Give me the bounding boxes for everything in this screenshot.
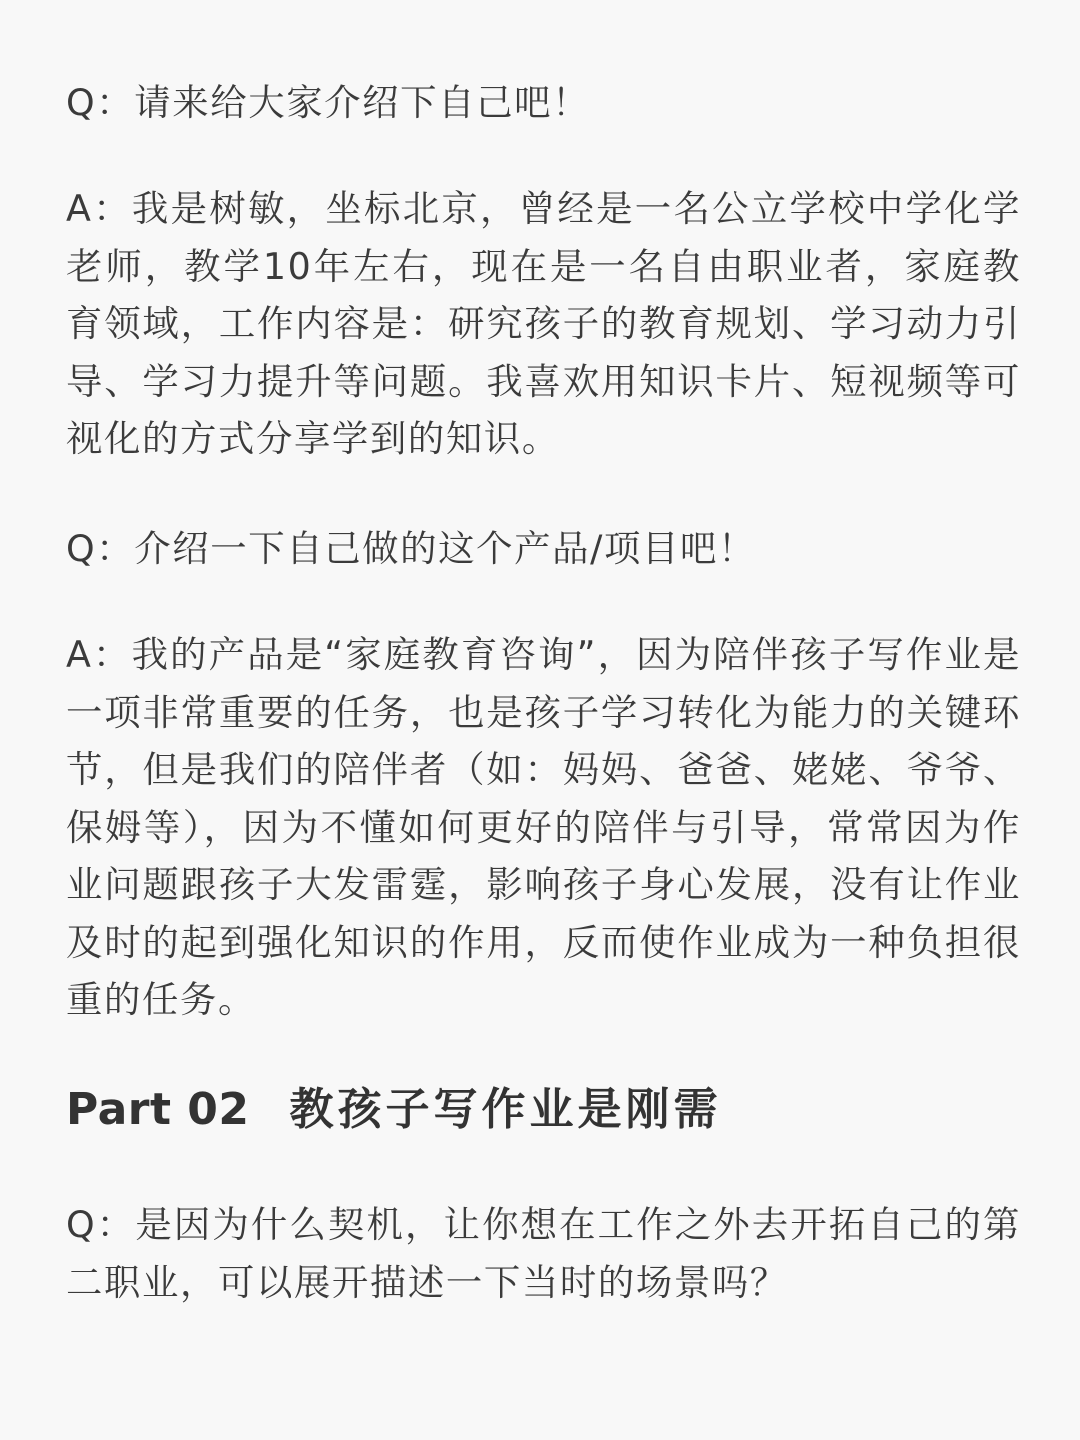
question-intro: Q：请来给大家介绍下自己吧！: [66, 81, 591, 124]
section-title: 教孩子写作业是刚需: [289, 1084, 722, 1135]
section-heading: [66, 1080, 1021, 1140]
section-number: Part 02: [66, 1084, 250, 1135]
question-product: Q：介绍一下自己做的这个产品/项目吧！: [66, 527, 756, 570]
answer-product: A：我的产品是“家庭教育咨询”，因为陪伴孩子写作业是一项非常重要的任务，也是孩子学习转化为能力的关键环节，但是我们的陪伴者（如：妈妈、爸爸、姥姥、爷爷、保姆等），因为不懂如何更好的陪伴与引导，常常因为作业问题跟孩子大发雷霆，影响孩子身心发展，没有让作业及时的起到强化知识的作用，反而使作业成为一种负担很重的任务。: [66, 633, 1021, 1021]
answer-intro: A：我是树敏，坐标北京，曾经是一名公立学校中学化学老师，教学10年左右，现在是一名自由职业者，家庭教育领域，工作内容是：研究孩子的教育规划、学习动力引导、学习力提升等问题。我喜欢用知识卡片、短视频等可视化的方式分享学到的知识。: [66, 187, 1021, 460]
question-motivation: Q：是因为什么契机，让你想在工作之外去开拓自己的第二职业，可以展开描述一下当时的场景吗？: [66, 1203, 1021, 1304]
